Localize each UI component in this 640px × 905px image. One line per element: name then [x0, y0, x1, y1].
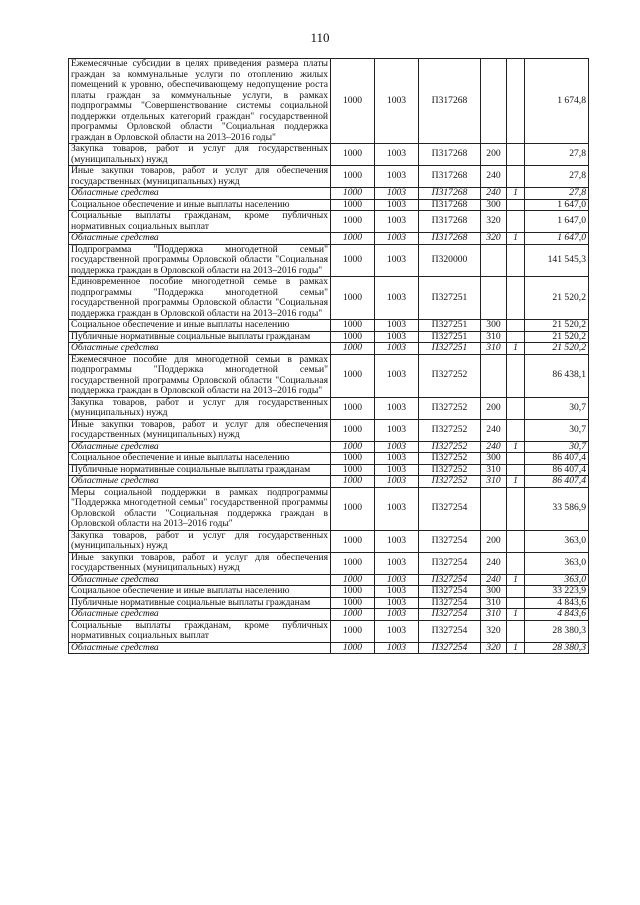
row-target-article: П327254 [419, 642, 481, 654]
row-funding-source [507, 530, 525, 552]
row-section-code: 1000 [331, 199, 375, 211]
row-section-code: 1000 [331, 453, 375, 465]
row-section-code: 1000 [331, 464, 375, 476]
row-section-code: 1000 [331, 476, 375, 488]
row-description: Областные средства [69, 609, 331, 621]
row-section-code: 1000 [331, 597, 375, 609]
row-description: Иные закупки товаров, работ и услуг для обеспечения государственных (муниципальных) нужд [69, 419, 331, 441]
table-row [69, 59, 589, 144]
table-row [69, 166, 589, 188]
row-funding-source [507, 354, 525, 397]
row-target-article: П317268 [419, 211, 481, 233]
row-subsection-code: 1003 [375, 597, 419, 609]
row-amount: 363,0 [525, 574, 589, 586]
row-description: Закупка товаров, работ и услуг для государственных (муниципальных) нужд [69, 397, 331, 419]
row-target-article: П327251 [419, 277, 481, 320]
row-expense-type: 320 [481, 642, 507, 654]
row-description: Социальные выплаты гражданам, кроме публичных нормативных социальных выплат [69, 620, 331, 642]
row-expense-type: 320 [481, 620, 507, 642]
table-row [69, 419, 589, 441]
row-amount: 4 843,6 [525, 597, 589, 609]
table-row [69, 233, 589, 245]
row-subsection-code: 1003 [375, 574, 419, 586]
row-target-article: П327254 [419, 620, 481, 642]
row-amount: 21 520,2 [525, 277, 589, 320]
row-expense-type: 200 [481, 397, 507, 419]
row-target-article: П327252 [419, 464, 481, 476]
row-description: Социальные выплаты гражданам, кроме публичных нормативных социальных выплат [69, 211, 331, 233]
row-description: Подпрограмма "Поддержка многодетной семьи" государственной программы Орловской области "Социальная поддержка граждан в Орловской области на 2013–2016 годы" [69, 244, 331, 277]
row-target-article: П327252 [419, 419, 481, 441]
table-row [69, 530, 589, 552]
row-target-article: П327254 [419, 597, 481, 609]
row-target-article: П317268 [419, 233, 481, 245]
row-amount: 363,0 [525, 552, 589, 574]
row-expense-type: 310 [481, 476, 507, 488]
row-funding-source: 1 [507, 188, 525, 200]
row-funding-source: 1 [507, 476, 525, 488]
row-funding-source [507, 597, 525, 609]
row-amount: 86 438,1 [525, 354, 589, 397]
row-expense-type: 320 [481, 211, 507, 233]
row-subsection-code: 1003 [375, 609, 419, 621]
table-row [69, 642, 589, 654]
table-row [69, 397, 589, 419]
row-description: Ежемесячное пособие для многодетной семьи в рамках подпрограммы "Поддержка многодетной семьи" государственной программы Орловской области "Социальная поддержка граждан в Орловской области на 2013–2016 годы" [69, 354, 331, 397]
row-funding-source [507, 419, 525, 441]
row-section-code: 1000 [331, 609, 375, 621]
row-target-article: П327252 [419, 397, 481, 419]
table-row [69, 574, 589, 586]
row-amount: 86 407,4 [525, 476, 589, 488]
row-expense-type [481, 277, 507, 320]
row-expense-type: 310 [481, 597, 507, 609]
row-subsection-code: 1003 [375, 233, 419, 245]
row-section-code: 1000 [331, 441, 375, 453]
row-subsection-code: 1003 [375, 331, 419, 343]
row-subsection-code: 1003 [375, 277, 419, 320]
row-funding-source [507, 144, 525, 166]
row-section-code: 1000 [331, 211, 375, 233]
row-description: Областные средства [69, 476, 331, 488]
table-row [69, 244, 589, 277]
row-amount: 30,7 [525, 419, 589, 441]
table-row [69, 552, 589, 574]
row-description: Меры социальной поддержки в рамках подпрограммы "Поддержка многодетной семьи" государственной программы Орловской области "Социальная поддержка граждан в Орловской области на 2013–2016 годы" [69, 487, 331, 530]
row-expense-type: 300 [481, 586, 507, 598]
row-amount: 363,0 [525, 530, 589, 552]
row-target-article: П317268 [419, 59, 481, 144]
row-funding-source: 1 [507, 233, 525, 245]
row-funding-source [507, 199, 525, 211]
row-section-code: 1000 [331, 188, 375, 200]
row-amount: 27,8 [525, 188, 589, 200]
row-section-code: 1000 [331, 620, 375, 642]
row-funding-source [507, 397, 525, 419]
row-target-article: П327254 [419, 609, 481, 621]
row-amount: 1 647,0 [525, 211, 589, 233]
row-amount: 33 586,9 [525, 487, 589, 530]
row-funding-source: 1 [507, 574, 525, 586]
row-expense-type: 200 [481, 144, 507, 166]
row-target-article: П317268 [419, 144, 481, 166]
row-expense-type [481, 487, 507, 530]
row-target-article: П317268 [419, 188, 481, 200]
row-expense-type: 240 [481, 574, 507, 586]
row-funding-source: 1 [507, 441, 525, 453]
row-expense-type [481, 244, 507, 277]
row-subsection-code: 1003 [375, 188, 419, 200]
row-expense-type: 240 [481, 419, 507, 441]
row-subsection-code: 1003 [375, 397, 419, 419]
row-target-article: П327254 [419, 574, 481, 586]
row-amount: 1 674,8 [525, 59, 589, 144]
row-description: Областные средства [69, 642, 331, 654]
row-subsection-code: 1003 [375, 453, 419, 465]
row-subsection-code: 1003 [375, 199, 419, 211]
row-description: Социальное обеспечение и иные выплаты населению [69, 586, 331, 598]
row-description: Областные средства [69, 574, 331, 586]
row-section-code: 1000 [331, 642, 375, 654]
table-row [69, 331, 589, 343]
row-funding-source [507, 464, 525, 476]
budget-table [68, 58, 589, 654]
row-section-code: 1000 [331, 530, 375, 552]
row-funding-source [507, 166, 525, 188]
row-funding-source [507, 59, 525, 144]
row-expense-type: 310 [481, 609, 507, 621]
row-funding-source: 1 [507, 609, 525, 621]
row-expense-type: 310 [481, 343, 507, 355]
row-expense-type: 240 [481, 441, 507, 453]
row-section-code: 1000 [331, 277, 375, 320]
row-amount: 21 520,2 [525, 320, 589, 332]
row-funding-source [507, 586, 525, 598]
row-section-code: 1000 [331, 487, 375, 530]
row-expense-type: 240 [481, 552, 507, 574]
table-row [69, 188, 589, 200]
row-subsection-code: 1003 [375, 464, 419, 476]
row-description: Областные средства [69, 441, 331, 453]
row-subsection-code: 1003 [375, 354, 419, 397]
row-amount: 86 407,4 [525, 464, 589, 476]
row-amount: 1 647,0 [525, 199, 589, 211]
row-subsection-code: 1003 [375, 419, 419, 441]
row-section-code: 1000 [331, 343, 375, 355]
row-amount: 27,8 [525, 144, 589, 166]
table-row [69, 597, 589, 609]
table-row [69, 487, 589, 530]
row-target-article: П327254 [419, 552, 481, 574]
row-target-article: П320000 [419, 244, 481, 277]
row-section-code: 1000 [331, 166, 375, 188]
row-section-code: 1000 [331, 419, 375, 441]
row-section-code: 1000 [331, 59, 375, 144]
row-description: Публичные нормативные социальные выплаты гражданам [69, 464, 331, 476]
row-target-article: П327251 [419, 331, 481, 343]
table-row [69, 199, 589, 211]
row-subsection-code: 1003 [375, 487, 419, 530]
row-subsection-code: 1003 [375, 642, 419, 654]
row-funding-source [507, 331, 525, 343]
row-expense-type [481, 59, 507, 144]
row-funding-source [507, 320, 525, 332]
row-section-code: 1000 [331, 233, 375, 245]
row-expense-type: 240 [481, 166, 507, 188]
row-subsection-code: 1003 [375, 552, 419, 574]
row-amount: 28 380,3 [525, 642, 589, 654]
row-target-article: П317268 [419, 199, 481, 211]
row-description: Закупка товаров, работ и услуг для государственных (муниципальных) нужд [69, 144, 331, 166]
row-target-article: П327254 [419, 487, 481, 530]
row-description: Социальное обеспечение и иные выплаты населению [69, 453, 331, 465]
row-subsection-code: 1003 [375, 166, 419, 188]
row-description: Ежемесячные субсидии в целях приведения размера платы граждан за коммунальные услуги по отоплению жилых помещений к уровню, обеспечивающему недопущение роста платы граждан за коммунальные услуги, в рамках подпрограммы "Совершенствование системы социальной поддержки отдельных категорий граждан" государственной программы Орловской области "Социальная поддержка граждан в Орловской области на 2013–2016 годы" [69, 59, 331, 144]
row-target-article: П327251 [419, 343, 481, 355]
row-amount: 86 407,4 [525, 453, 589, 465]
row-target-article: П317268 [419, 166, 481, 188]
table-row [69, 620, 589, 642]
row-subsection-code: 1003 [375, 530, 419, 552]
row-section-code: 1000 [331, 244, 375, 277]
row-amount: 30,7 [525, 441, 589, 453]
row-amount: 4 843,6 [525, 609, 589, 621]
row-subsection-code: 1003 [375, 586, 419, 598]
row-funding-source: 1 [507, 642, 525, 654]
row-description: Публичные нормативные социальные выплаты гражданам [69, 597, 331, 609]
row-target-article: П327252 [419, 476, 481, 488]
row-target-article: П327252 [419, 354, 481, 397]
row-section-code: 1000 [331, 574, 375, 586]
row-description: Иные закупки товаров, работ и услуг для обеспечения государственных (муниципальных) нужд [69, 166, 331, 188]
row-funding-source [507, 244, 525, 277]
table-row [69, 211, 589, 233]
row-subsection-code: 1003 [375, 620, 419, 642]
row-description: Областные средства [69, 188, 331, 200]
table-row [69, 476, 589, 488]
row-section-code: 1000 [331, 354, 375, 397]
row-expense-type: 320 [481, 233, 507, 245]
row-funding-source [507, 620, 525, 642]
row-expense-type: 310 [481, 464, 507, 476]
table-row [69, 453, 589, 465]
row-amount: 21 520,2 [525, 331, 589, 343]
row-section-code: 1000 [331, 144, 375, 166]
row-expense-type: 310 [481, 331, 507, 343]
row-target-article: П327251 [419, 320, 481, 332]
row-funding-source [507, 277, 525, 320]
table-row [69, 609, 589, 621]
table-row [69, 586, 589, 598]
row-subsection-code: 1003 [375, 343, 419, 355]
row-description: Областные средства [69, 233, 331, 245]
row-subsection-code: 1003 [375, 320, 419, 332]
row-target-article: П327254 [419, 530, 481, 552]
budget-table-body [69, 59, 589, 654]
row-subsection-code: 1003 [375, 441, 419, 453]
row-expense-type [481, 354, 507, 397]
row-funding-source: 1 [507, 343, 525, 355]
row-description: Иные закупки товаров, работ и услуг для обеспечения государственных (муниципальных) нужд [69, 552, 331, 574]
row-funding-source [507, 552, 525, 574]
row-subsection-code: 1003 [375, 244, 419, 277]
row-subsection-code: 1003 [375, 59, 419, 144]
row-section-code: 1000 [331, 586, 375, 598]
row-amount: 30,7 [525, 397, 589, 419]
row-amount: 21 520,2 [525, 343, 589, 355]
row-expense-type: 300 [481, 453, 507, 465]
row-expense-type: 300 [481, 199, 507, 211]
row-funding-source [507, 453, 525, 465]
page-number: 110 [310, 30, 330, 45]
row-amount: 33 223,9 [525, 586, 589, 598]
row-description: Публичные нормативные социальные выплаты гражданам [69, 331, 331, 343]
row-amount: 1 647,0 [525, 233, 589, 245]
row-subsection-code: 1003 [375, 476, 419, 488]
table-row [69, 354, 589, 397]
row-subsection-code: 1003 [375, 144, 419, 166]
table-row [69, 464, 589, 476]
row-target-article: П327252 [419, 441, 481, 453]
row-section-code: 1000 [331, 552, 375, 574]
row-target-article: П327252 [419, 453, 481, 465]
row-expense-type: 200 [481, 530, 507, 552]
row-funding-source [507, 487, 525, 530]
row-section-code: 1000 [331, 320, 375, 332]
row-amount: 28 380,3 [525, 620, 589, 642]
row-description: Социальное обеспечение и иные выплаты населению [69, 199, 331, 211]
row-target-article: П327254 [419, 586, 481, 598]
row-expense-type: 240 [481, 188, 507, 200]
table-row [69, 277, 589, 320]
row-amount: 141 545,3 [525, 244, 589, 277]
row-amount: 27,8 [525, 166, 589, 188]
table-row [69, 144, 589, 166]
row-description: Социальное обеспечение и иные выплаты населению [69, 320, 331, 332]
row-funding-source [507, 211, 525, 233]
row-section-code: 1000 [331, 331, 375, 343]
table-row [69, 320, 589, 332]
row-description: Единовременное пособие многодетной семье в рамках подпрограммы "Поддержка многодетной семьи" государственной программы Орловской области "Социальная поддержка граждан в Орловской области на 2013–2016 годы" [69, 277, 331, 320]
row-description: Закупка товаров, работ и услуг для государственных (муниципальных) нужд [69, 530, 331, 552]
row-expense-type: 300 [481, 320, 507, 332]
row-section-code: 1000 [331, 397, 375, 419]
row-description: Областные средства [69, 343, 331, 355]
row-subsection-code: 1003 [375, 211, 419, 233]
table-row [69, 343, 589, 355]
table-row [69, 441, 589, 453]
